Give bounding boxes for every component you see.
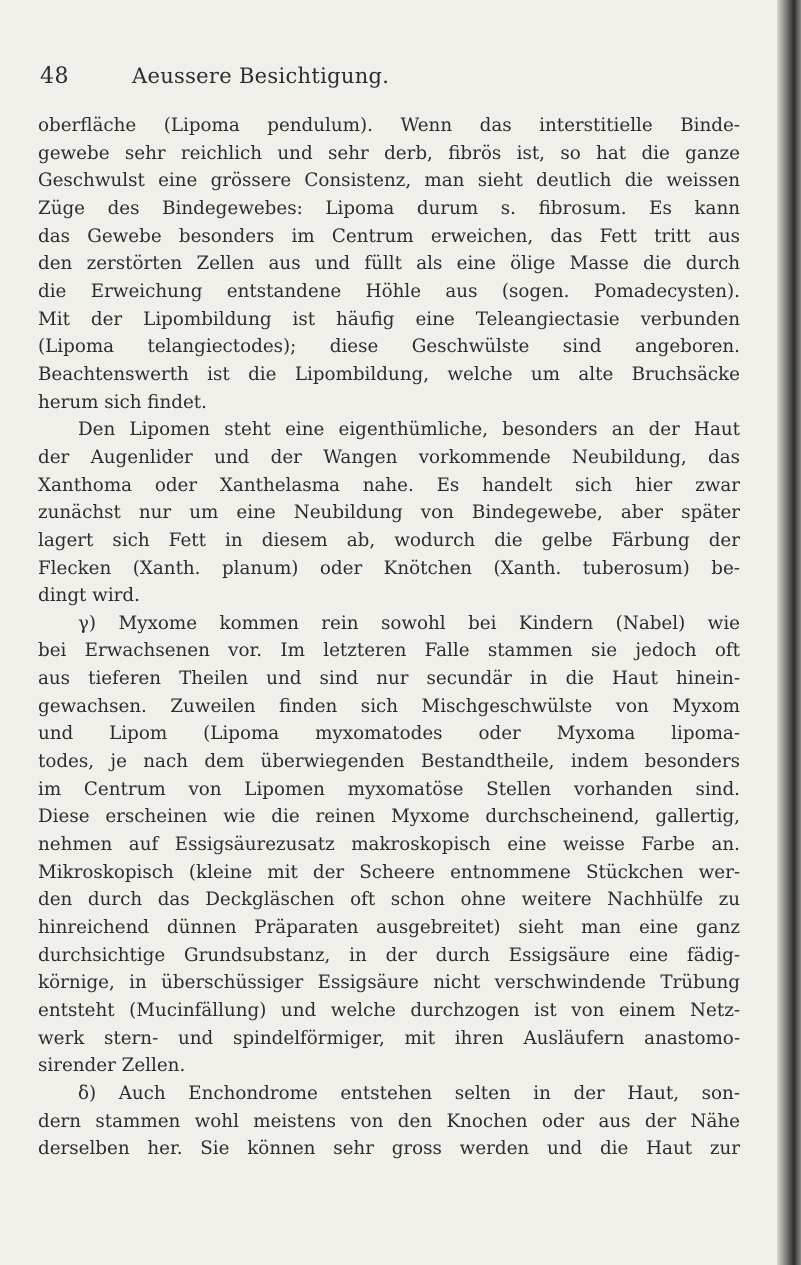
- text-line: körnige, in überschüssiger Essigsäure nicht verschwindende Trübung: [38, 972, 740, 994]
- text-line: todes, je nach dem überwiegenden Bestandtheile, indem besonders: [38, 751, 740, 773]
- page-header: [40, 64, 740, 96]
- text-line: gewachsen. Zuweilen finden sich Mischgeschwülste von Myxom: [38, 695, 740, 717]
- text-line: nehmen auf Essigsäurezusatz makroskopisch eine weisse Farbe an.: [38, 834, 740, 856]
- text-line: hinreichend dünnen Präparaten ausgebreitet) sieht man eine ganz: [38, 917, 740, 939]
- text-line: Mit der Lipombildung ist häufig eine Teleangiectasie verbunden: [38, 308, 740, 330]
- text-line: der Augenlider und der Wangen vorkommende Neubildung, das: [38, 446, 740, 468]
- body-text: [38, 112, 740, 1163]
- text-line: und Lipom (Lipoma myxomatodes oder Myxoma lipoma-: [38, 723, 740, 745]
- text-line: werk stern- und spindelförmiger, mit ihren Ausläufern anastomo-: [38, 1027, 740, 1049]
- text-line: Xanthoma oder Xanthelasma nahe. Es handelt sich hier zwar: [38, 474, 740, 496]
- page-number: 48: [40, 64, 69, 89]
- text-line: herum sich findet.: [38, 391, 207, 413]
- text-line: δ) Auch Enchondrome entstehen selten in der Haut, son-: [78, 1082, 740, 1104]
- text-line: den zerstörten Zellen aus und füllt als eine ölige Masse die durch: [38, 253, 740, 275]
- text-line: das Gewebe besonders im Centrum erweichen, das Fett tritt aus: [38, 225, 740, 247]
- running-head: Aeussere Besichtigung.: [132, 64, 390, 88]
- text-line: zunächst nur um eine Neubildung von Bindegewebe, aber später: [38, 502, 740, 524]
- text-line: (Lipoma telangiectodes); diese Geschwülste sind angeboren.: [38, 336, 740, 358]
- text-line: durchsichtige Grundsubstanz, in der durch Essigsäure eine fädig-: [38, 944, 740, 966]
- text-line: entsteht (Mucinfällung) und welche durchzogen ist von einem Netz-: [38, 1000, 740, 1021]
- text-line: die Erweichung entstandene Höhle aus (sogen. Pomadecysten).: [38, 280, 740, 302]
- text-line: Beachtenswerth ist die Lipombildung, welche um alte Bruchsäcke: [38, 363, 740, 385]
- text-line: im Centrum von Lipomen myxomatöse Stellen vorhanden sind.: [38, 778, 740, 800]
- text-line: dingt wird.: [38, 585, 140, 607]
- text-line: γ) Myxome kommen rein sowohl bei Kindern (Nabel) wie: [78, 612, 740, 634]
- text-line: derselben her. Sie können sehr gross werden und die Haut zur: [38, 1138, 740, 1160]
- text-line: gewebe sehr reichlich und sehr derb, fibrös ist, so hat die ganze: [38, 142, 740, 164]
- text-line: oberfläche (Lipoma pendulum). Wenn das interstitielle Binde-: [38, 115, 740, 136]
- text-line: den durch das Deckgläschen oft schon ohne weitere Nachhülfe zu: [38, 889, 740, 911]
- text-line: lagert sich Fett in diesem ab, wodurch die gelbe Färbung der: [38, 529, 740, 551]
- text-line: aus tieferen Theilen und sind nur secundär in die Haut hinein-: [38, 668, 740, 690]
- text-line: dern stammen wohl meistens von den Knochen oder aus der Nähe: [38, 1110, 740, 1132]
- text-line: Den Lipomen steht eine eigenthümliche, besonders an der Haut: [78, 419, 740, 441]
- text-line: Züge des Bindegewebes: Lipoma durum s. fibrosum. Es kann: [38, 197, 740, 219]
- text-line: Geschwulst eine grössere Consistenz, man sieht deutlich die weissen: [38, 170, 740, 192]
- text-line: sirender Zellen.: [38, 1055, 186, 1077]
- text-line: Flecken (Xanth. planum) oder Knötchen (Xanth. tuberosum) be-: [38, 557, 740, 579]
- text-line: Diese erscheinen wie die reinen Myxome durchscheinend, gallertig,: [38, 806, 740, 828]
- text-line: Mikroskopisch (kleine mit der Scheere entnommene Stückchen wer-: [38, 861, 740, 883]
- page-edge-shadow: [777, 0, 801, 1265]
- text-line: bei Erwachsenen vor. Im letzteren Falle stammen sie jedoch oft: [38, 640, 740, 662]
